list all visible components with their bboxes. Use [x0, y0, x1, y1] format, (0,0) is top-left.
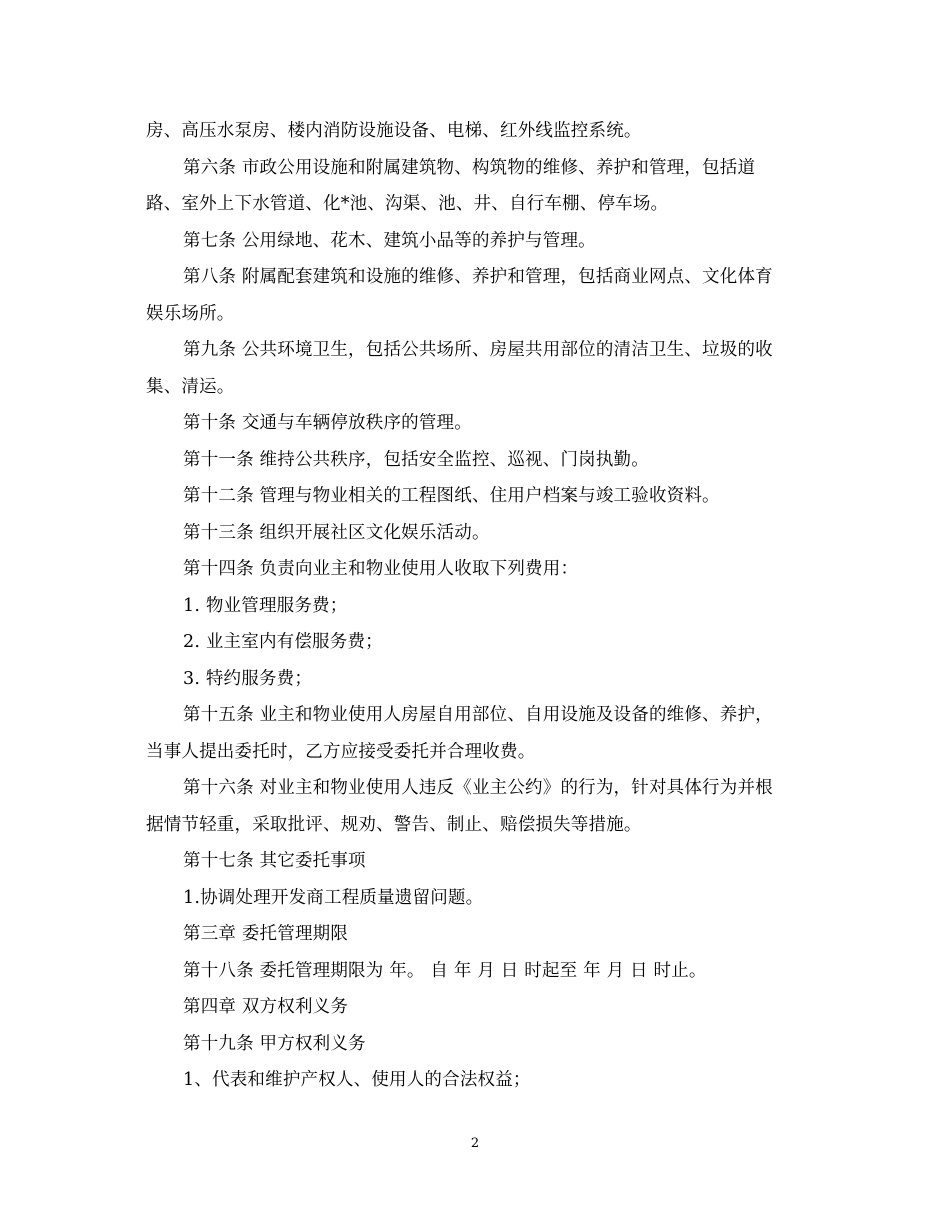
- clause-16: 第十六条 对业主和物业使用人违反《业主公约》的行为，针对具体行为并根: [183, 778, 773, 798]
- clause-13: 第十三条 组织开展社区文化娱乐活动。: [183, 522, 490, 543]
- text-line: 当事人提出委托时，乙方应接受委托并合理收费。: [146, 741, 536, 762]
- text-line: 房、高压水泵房、楼内消防设施设备、电梯、红外线监控系统。: [146, 121, 642, 141]
- list-item: 1.协调处理开发商工程质量遗留问题。: [183, 887, 484, 908]
- clause-8: 第八条 附属配套建筑和设施的维修、养护和管理，包括商业网点、文化体育: [183, 267, 773, 287]
- page-number: 2: [470, 1136, 480, 1151]
- clause-10: 第十条 交通与车辆停放秩序的管理。: [183, 413, 472, 433]
- text-line: 路、室外上下水管道、化*池、沟渠、池、井、自行车棚、停车场。: [146, 194, 669, 214]
- clause-7: 第七条 公用绿地、花木、建筑小品等的养护与管理。: [183, 230, 596, 251]
- clause-17: 第十七条 其它委托事项: [183, 851, 366, 871]
- list-item: 3. 特约服务费；: [183, 668, 313, 689]
- text-line: 据情节轻重，采取批评、规劝、警告、制止、赔偿损失等措施。: [146, 814, 642, 835]
- clause-18: 第十八条 委托管理期限为 年。 自 年 月 日 时起至 年 月 日 时止。: [183, 960, 707, 981]
- clause-19: 第十九条 甲方权利义务: [183, 1033, 366, 1054]
- clause-14: 第十四条 负责向业主和物业使用人收取下列费用：: [183, 559, 579, 579]
- clause-6: 第六条 市政公用设施和附属建筑物、构筑物的维修、养护和管理，包括道: [183, 157, 756, 178]
- list-item: 2. 业主室内有偿服务费；: [183, 632, 383, 652]
- clause-12: 第十二条 管理与物业相关的工程图纸、住用户档案与竣工验收资料。: [183, 486, 720, 506]
- document-body: [146, 113, 806, 1099]
- chapter-heading: 第四章 双方权利义务: [183, 997, 349, 1017]
- list-item: 1、代表和维护产权人、使用人的合法权益；: [183, 1070, 531, 1090]
- clause-11: 第十一条 维持公共秩序，包括安全监控、巡视、门岗执勤。: [183, 449, 649, 470]
- text-line: 集、清运。: [146, 376, 235, 397]
- clause-9: 第九条 公共环境卫生，包括公共场所、房屋共用部位的清洁卫生、垃圾的收: [183, 340, 773, 360]
- chapter-heading: 第三章 委托管理期限: [183, 924, 349, 944]
- clause-15: 第十五条 业主和物业使用人房屋自用部位、自用设施及设备的维修、养护，: [183, 705, 773, 725]
- list-item: 1. 物业管理服务费；: [183, 595, 348, 616]
- text-line: 娱乐场所。: [146, 303, 235, 324]
